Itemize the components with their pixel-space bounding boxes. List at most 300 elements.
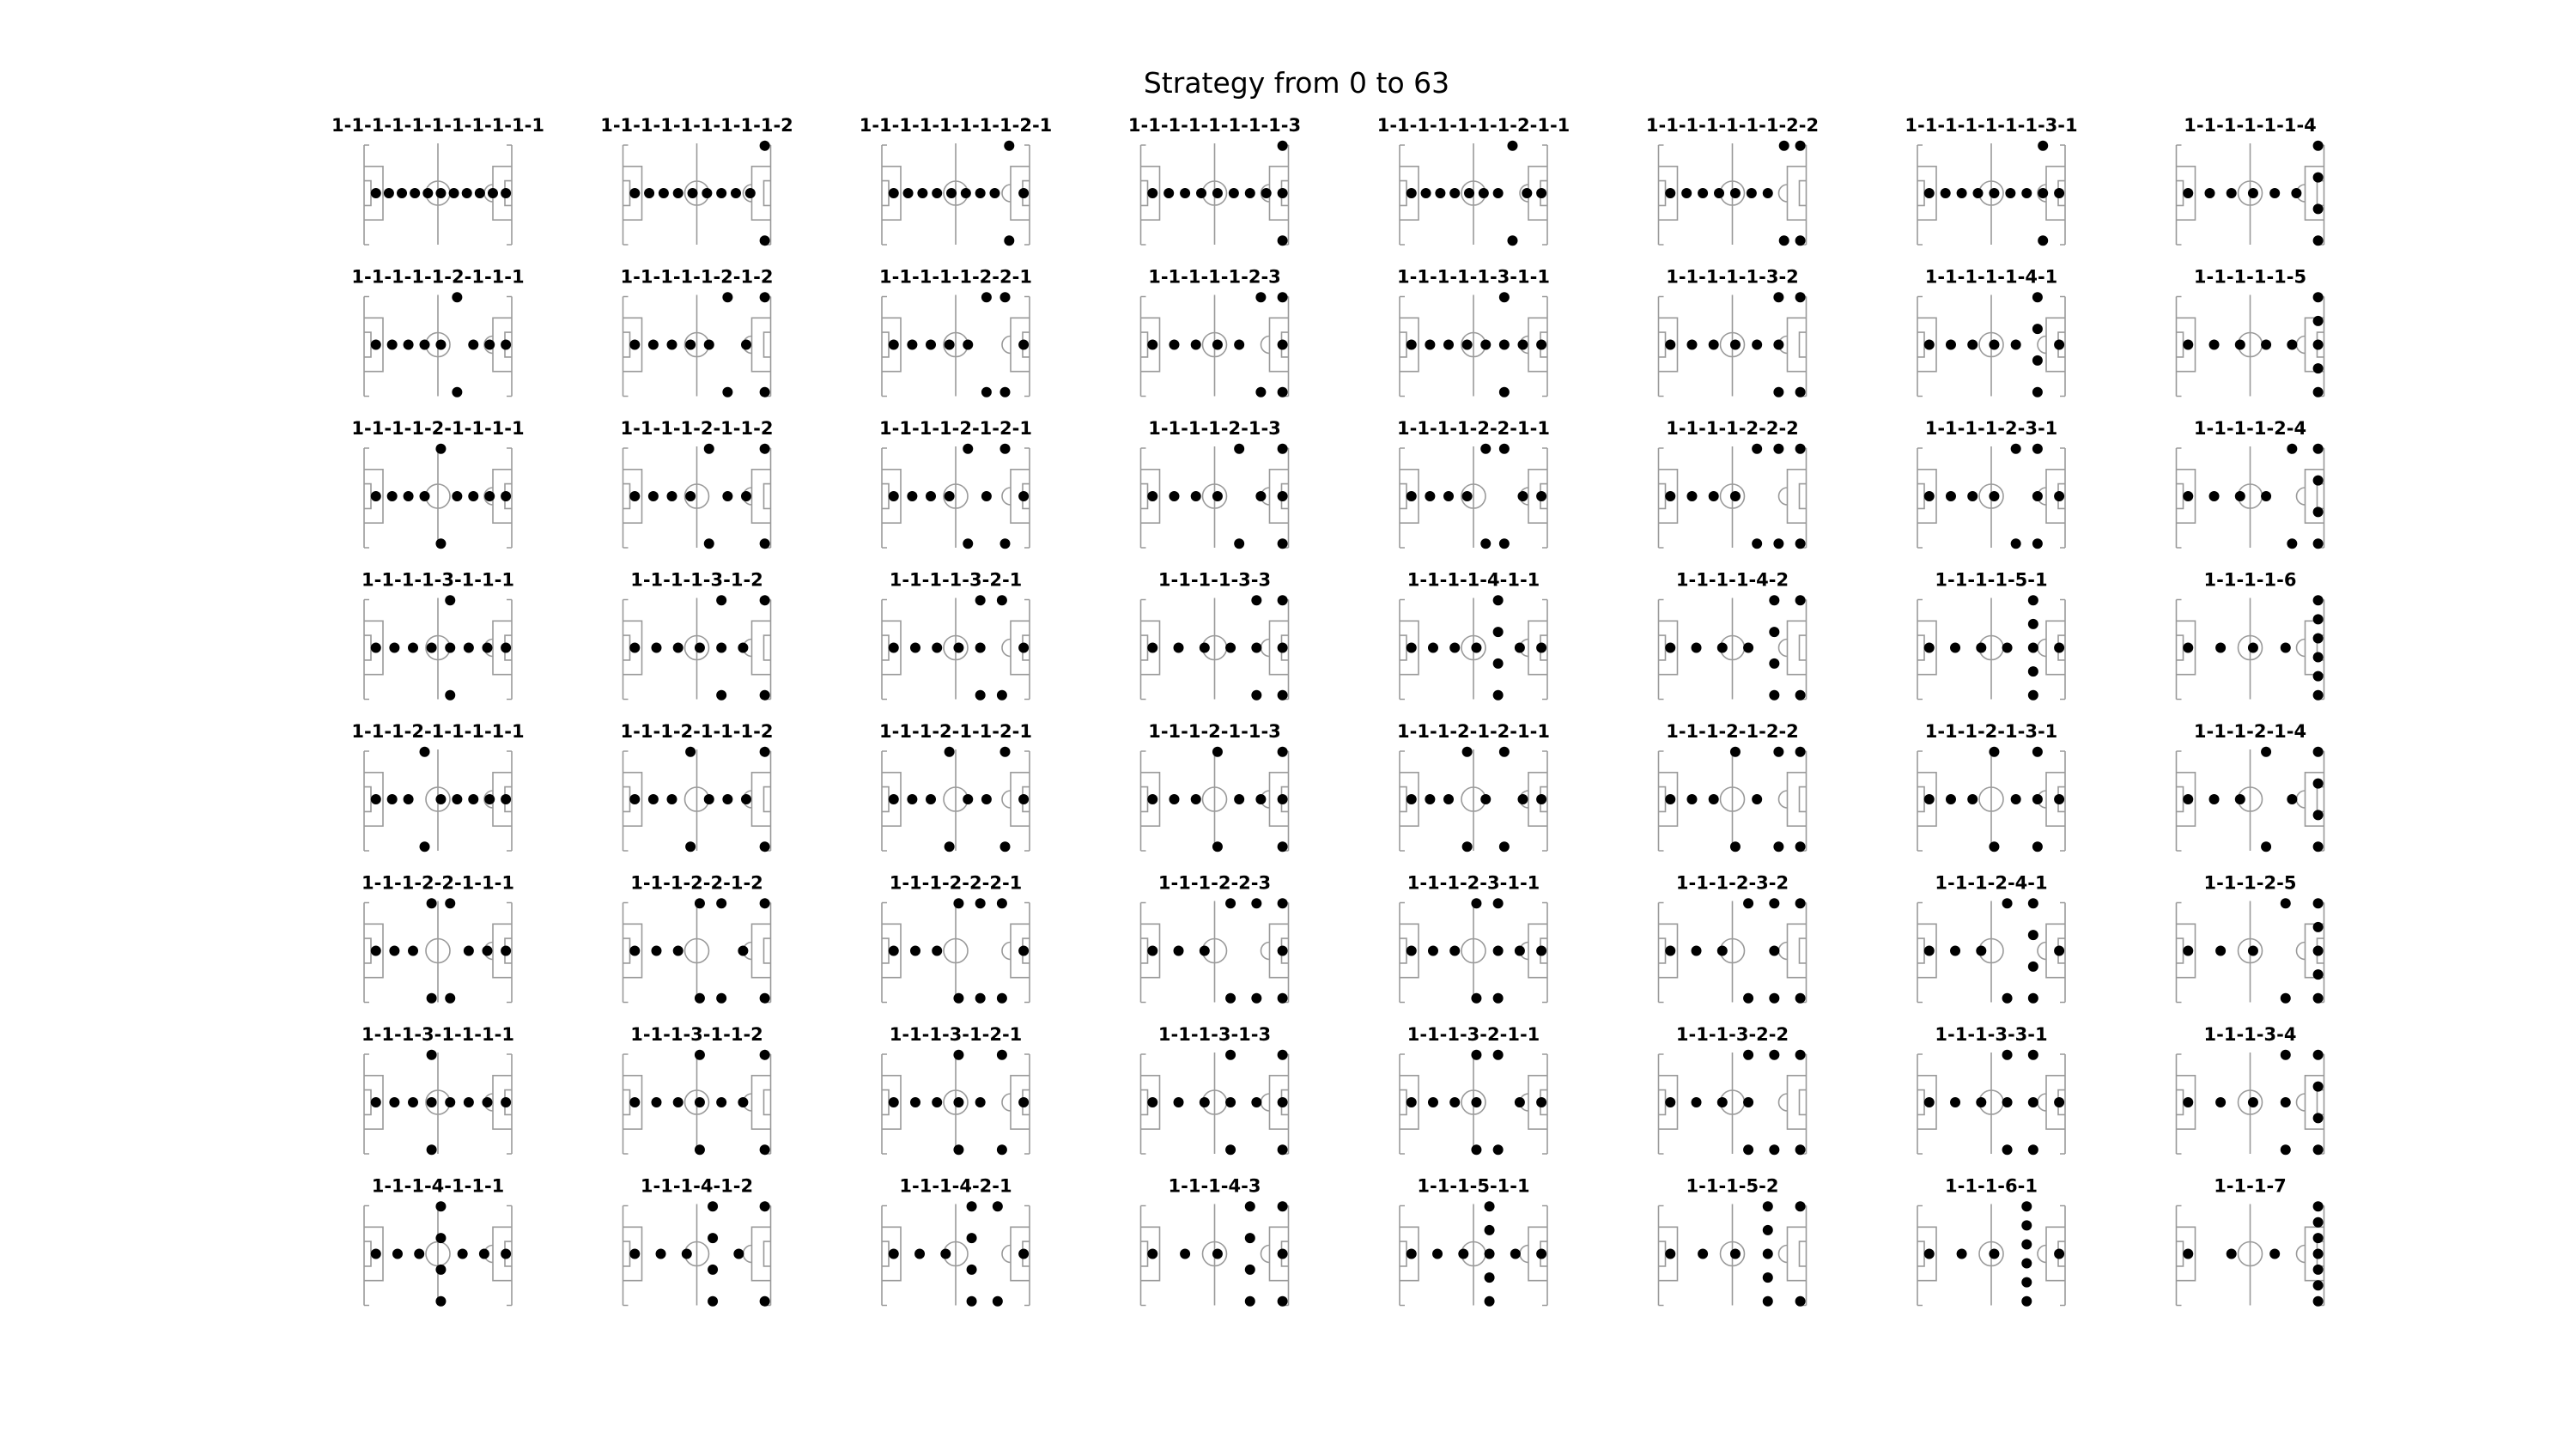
left-goal-box <box>1400 1241 1406 1266</box>
player-dot <box>1485 1272 1495 1283</box>
player-dot <box>464 1097 474 1107</box>
player-dot <box>445 595 455 605</box>
player-dot <box>1191 340 1201 350</box>
player-dot <box>408 643 418 653</box>
player-dot <box>1406 643 1417 653</box>
player-dot <box>2028 1097 2038 1107</box>
player-dot <box>1018 643 1029 653</box>
player-dot <box>1458 1249 1468 1259</box>
player-dot <box>1989 340 1999 350</box>
left-goal-box <box>1400 484 1406 509</box>
player-dot <box>963 794 973 804</box>
player-dot <box>464 643 474 653</box>
player-dot <box>2183 491 2193 501</box>
panel-title: 1-1-1-1-1-2-3 <box>1148 266 1281 288</box>
player-dot <box>1773 387 1783 397</box>
player-dot <box>2313 387 2324 397</box>
formation-panel <box>1917 570 2065 701</box>
player-dot <box>1428 643 1438 653</box>
player-dot <box>1147 340 1157 350</box>
player-dot <box>1493 993 1504 1004</box>
player-dot <box>2032 794 2043 804</box>
player-dot <box>2032 747 2043 757</box>
player-dot <box>1191 491 1201 501</box>
player-dot <box>1769 1050 1779 1060</box>
player-dot <box>1967 794 1978 804</box>
player-dot <box>629 794 640 804</box>
player-dot <box>1245 1201 1255 1211</box>
player-dot <box>1174 946 1184 956</box>
panel-title: 1-1-1-1-1-3-1-1 <box>1397 266 1550 288</box>
penalty-arc <box>1002 943 1011 960</box>
player-dot <box>946 188 957 198</box>
formation-panel <box>882 1024 1030 1155</box>
player-dot <box>1278 1249 1288 1259</box>
player-dot <box>1743 1097 1753 1107</box>
player-dot <box>2313 292 2324 302</box>
formation-panel <box>600 115 793 246</box>
panel-title: 1-1-1-3-3-1 <box>1935 1024 2048 1045</box>
player-dot <box>716 898 726 908</box>
player-dot <box>1018 340 1029 350</box>
player-dot <box>673 643 683 653</box>
player-dot <box>1499 387 1510 397</box>
player-dot <box>2028 898 2038 908</box>
player-dot <box>1493 1144 1504 1155</box>
player-dot <box>1174 1097 1184 1107</box>
player-dot <box>1976 643 1986 653</box>
right-goal-box <box>1800 484 1807 509</box>
player-dot <box>387 491 398 501</box>
player-dot <box>1480 794 1491 804</box>
left-goal-box <box>882 635 889 660</box>
player-dot <box>1147 1097 1157 1107</box>
player-dot <box>1950 1097 1960 1107</box>
penalty-arc <box>2297 1094 2306 1111</box>
player-dot <box>1743 643 1753 653</box>
player-dot <box>682 1249 692 1259</box>
panel-title: 1-1-1-4-1-1-1 <box>371 1175 505 1197</box>
right-goal-box <box>764 787 771 812</box>
player-dot <box>2054 491 2064 501</box>
player-dot <box>427 993 437 1004</box>
left-goal-box <box>882 938 889 963</box>
player-dot <box>2038 188 2048 198</box>
player-dot <box>2313 1201 2324 1211</box>
formation-panel <box>361 873 514 1004</box>
player-dot <box>2313 1280 2324 1290</box>
formation-panel <box>1659 418 1807 549</box>
player-dot <box>1795 235 1806 246</box>
player-dot <box>1536 491 1546 501</box>
player-dot <box>685 491 696 501</box>
panel-title: 1-1-1-1-1-1-1-1-2-1 <box>859 115 1053 136</box>
formation-panel <box>364 1176 512 1307</box>
panel-title: 1-1-1-6-1 <box>1945 1175 2038 1197</box>
player-dot <box>1449 1097 1460 1107</box>
formation-panel <box>1397 721 1550 852</box>
player-dot <box>435 1233 446 1243</box>
panel-title: 1-1-1-1-3-3 <box>1157 569 1272 591</box>
player-dot <box>1443 491 1454 501</box>
player-dot <box>1515 946 1525 956</box>
formation-panel <box>351 267 524 397</box>
player-dot <box>1278 794 1288 804</box>
formation-panel <box>621 267 774 397</box>
player-dot <box>1698 1249 1708 1259</box>
penalty-arc <box>1002 791 1011 808</box>
player-dot <box>2235 491 2245 501</box>
player-dot <box>1251 595 1261 605</box>
penalty-arc <box>1520 1246 1528 1263</box>
player-dot <box>452 491 462 501</box>
player-dot <box>2313 969 2324 980</box>
player-dot <box>1245 1296 1255 1307</box>
player-dot <box>468 491 478 501</box>
panel-title: 1-1-1-3-2-1-1 <box>1406 1024 1540 1045</box>
panel-title: 1-1-1-5-1-1 <box>1417 1175 1530 1197</box>
player-dot <box>2313 1265 2324 1275</box>
formation-panel <box>331 115 544 245</box>
player-dot <box>2313 1082 2324 1092</box>
left-goal-box <box>2177 938 2184 963</box>
player-dot <box>722 292 732 302</box>
player-dot <box>2054 188 2064 198</box>
penalty-arc <box>1779 943 1788 960</box>
player-dot <box>484 491 495 501</box>
player-dot <box>2032 538 2043 549</box>
player-dot <box>2021 1277 2032 1288</box>
player-dot <box>963 340 973 350</box>
player-dot <box>2054 1097 2064 1107</box>
panel-title: 1-1-1-2-3-1-1 <box>1406 872 1540 894</box>
player-dot <box>435 1296 446 1307</box>
player-dot <box>1485 1225 1495 1235</box>
player-dot <box>1479 188 1489 198</box>
player-dot <box>716 188 726 198</box>
player-dot <box>475 188 485 198</box>
player-dot <box>427 898 437 908</box>
formation-panel <box>1917 267 2065 397</box>
panel-grid <box>331 115 2324 1307</box>
player-dot <box>2313 841 2324 852</box>
left-goal-box <box>882 484 889 509</box>
left-goal-box <box>1141 332 1148 357</box>
player-dot <box>1169 340 1179 350</box>
penalty-arc <box>744 1246 752 1263</box>
right-goal-box <box>1800 181 1807 206</box>
player-dot <box>738 643 748 653</box>
left-goal-box <box>1659 332 1666 357</box>
player-dot <box>1464 188 1474 198</box>
player-dot <box>1278 1050 1288 1060</box>
player-dot <box>953 1144 963 1155</box>
player-dot <box>708 1233 718 1243</box>
player-dot <box>1225 1050 1236 1060</box>
player-dot <box>1425 340 1435 350</box>
player-dot <box>1278 595 1288 605</box>
player-dot <box>967 1265 977 1275</box>
player-dot <box>1229 188 1239 198</box>
player-dot <box>1493 946 1504 956</box>
player-dot <box>1924 946 1935 956</box>
player-dot <box>629 340 640 350</box>
player-dot <box>1432 1249 1443 1259</box>
player-dot <box>760 747 770 757</box>
player-dot <box>1018 946 1029 956</box>
player-dot <box>1471 1097 1481 1107</box>
player-dot <box>2021 1296 2032 1307</box>
formation-panel <box>2177 570 2324 701</box>
player-dot <box>1795 1050 1806 1060</box>
panel-title: 1-1-1-4-1-2 <box>640 1175 754 1197</box>
player-dot <box>1924 340 1935 350</box>
player-dot <box>731 188 741 198</box>
player-dot <box>458 1249 468 1259</box>
penalty-arc <box>1002 488 1011 505</box>
left-goal-box <box>882 332 889 357</box>
formation-panel <box>623 570 771 701</box>
player-dot <box>1665 188 1675 198</box>
panel-title: 1-1-1-2-3-2 <box>1675 872 1789 894</box>
player-dot <box>1769 595 1779 605</box>
player-dot <box>2281 898 2291 908</box>
player-dot <box>2287 538 2297 549</box>
player-dot <box>1018 188 1029 198</box>
player-dot <box>760 841 770 852</box>
player-dot <box>482 643 492 653</box>
panel-title: 1-1-1-2-2-1-1-1 <box>361 872 514 894</box>
right-penalty-box <box>1788 621 1807 674</box>
right-goal-box <box>764 1241 771 1266</box>
left-goal-box <box>1141 938 1148 963</box>
player-dot <box>889 491 899 501</box>
player-dot <box>1251 643 1261 653</box>
player-dot <box>1278 444 1288 454</box>
player-dot <box>2032 324 2043 334</box>
formation-panel <box>1141 418 1289 549</box>
player-dot <box>648 340 659 350</box>
player-dot <box>1989 491 1999 501</box>
panel-title: 1-1-1-1-4-2 <box>1675 569 1789 591</box>
player-dot <box>917 188 927 198</box>
player-dot <box>1251 690 1261 701</box>
player-dot <box>420 340 430 350</box>
formation-panel <box>1659 1176 1807 1307</box>
player-dot <box>2028 643 2038 653</box>
player-dot <box>1225 1097 1236 1107</box>
player-dot <box>1255 387 1266 397</box>
player-dot <box>2028 619 2038 629</box>
player-dot <box>389 1097 399 1107</box>
player-dot <box>2209 491 2220 501</box>
player-dot <box>435 1265 446 1275</box>
player-dot <box>1665 643 1675 653</box>
player-dot <box>1795 141 1806 151</box>
player-dot <box>708 1201 718 1211</box>
player-dot <box>1795 690 1806 701</box>
player-dot <box>410 188 420 198</box>
left-goal-box <box>882 181 889 206</box>
player-dot <box>1536 1097 1546 1107</box>
player-dot <box>387 794 398 804</box>
player-dot <box>2313 1113 2324 1123</box>
player-dot <box>685 747 696 757</box>
player-dot <box>1795 1296 1806 1307</box>
player-dot <box>2235 794 2245 804</box>
player-dot <box>1169 491 1179 501</box>
player-dot <box>501 1097 511 1107</box>
panel-title: 1-1-1-1-6 <box>2203 569 2297 591</box>
player-dot <box>1973 188 1984 198</box>
player-dot <box>708 1296 718 1307</box>
player-dot <box>2054 946 2064 956</box>
player-dot <box>1730 491 1741 501</box>
player-dot <box>1522 188 1532 198</box>
right-goal-box <box>764 484 771 509</box>
player-dot <box>2313 747 2324 757</box>
player-dot <box>2183 188 2193 198</box>
panel-title: 1-1-1-1-1-1-4 <box>2184 115 2317 136</box>
player-dot <box>629 491 640 501</box>
player-dot <box>1018 1249 1029 1259</box>
player-dot <box>1795 1201 1806 1211</box>
player-dot <box>648 491 659 501</box>
player-dot <box>981 491 992 501</box>
panel-title: 1-1-1-2-1-1-1-2 <box>620 721 774 742</box>
player-dot <box>1730 340 1741 350</box>
player-dot <box>2183 340 2193 350</box>
left-goal-box <box>1917 787 1924 812</box>
player-dot <box>371 1249 381 1259</box>
player-dot <box>656 1249 666 1259</box>
player-dot <box>695 898 705 908</box>
player-dot <box>1278 141 1288 151</box>
player-dot <box>953 1097 963 1107</box>
player-dot <box>2313 1296 2324 1307</box>
player-dot <box>2028 962 2038 972</box>
penalty-arc <box>1779 791 1788 808</box>
right-goal-box <box>764 332 771 357</box>
player-dot <box>1967 340 1978 350</box>
formation-panel <box>623 873 771 1004</box>
formation-panel <box>351 418 524 549</box>
player-dot <box>435 188 446 198</box>
player-dot <box>1278 1201 1288 1211</box>
player-dot <box>2313 1249 2324 1259</box>
player-dot <box>2215 1097 2226 1107</box>
player-dot <box>1795 898 1806 908</box>
player-dot <box>501 188 511 198</box>
formation-panel <box>1141 873 1289 1004</box>
player-dot <box>2261 747 2271 757</box>
left-goal-box <box>364 484 371 509</box>
player-dot <box>1743 993 1753 1004</box>
right-penalty-box <box>752 1076 771 1129</box>
player-dot <box>1773 444 1783 454</box>
player-dot <box>997 690 1007 701</box>
player-dot <box>501 1249 511 1259</box>
player-dot <box>1515 1097 1525 1107</box>
right-penalty-box <box>752 470 771 523</box>
player-dot <box>2005 188 2015 198</box>
player-dot <box>1536 188 1546 198</box>
player-dot <box>1941 188 1951 198</box>
player-dot <box>1018 1097 1029 1107</box>
player-dot <box>708 1265 718 1275</box>
player-dot <box>435 340 446 350</box>
player-dot <box>1536 643 1546 653</box>
player-dot <box>963 444 973 454</box>
player-dot <box>685 340 696 350</box>
player-dot <box>926 794 936 804</box>
player-dot <box>1147 946 1157 956</box>
player-dot <box>2227 1249 2237 1259</box>
panel-title: 1-1-1-2-1-4 <box>2193 721 2307 742</box>
right-penalty-box <box>752 924 771 977</box>
player-dot <box>1425 794 1435 804</box>
left-goal-box <box>1141 181 1148 206</box>
player-dot <box>2032 444 2043 454</box>
player-dot <box>2313 507 2324 517</box>
penalty-arc <box>1779 488 1788 505</box>
player-dot <box>2011 538 2021 549</box>
player-dot <box>1709 340 1719 350</box>
player-dot <box>501 946 511 956</box>
formation-panel <box>879 267 1032 397</box>
formation-panel <box>1917 721 2065 852</box>
player-dot <box>1499 444 1510 454</box>
player-dot <box>945 340 955 350</box>
panel-title: 1-1-1-1-1-1-1-3-1 <box>1905 115 2078 136</box>
player-dot <box>445 643 455 653</box>
player-dot <box>1018 794 1029 804</box>
formation-panel <box>1400 1024 1547 1155</box>
player-dot <box>1517 794 1528 804</box>
player-dot <box>889 946 899 956</box>
player-dot <box>1924 188 1935 198</box>
player-dot <box>695 1097 705 1107</box>
player-dot <box>975 188 986 198</box>
player-dot <box>695 1144 705 1155</box>
player-dot <box>2281 1050 2291 1060</box>
player-dot <box>993 1201 1003 1211</box>
player-dot <box>452 292 462 302</box>
panel-title: 1-1-1-1-1-3-2 <box>1666 266 1799 288</box>
player-dot <box>2021 1239 2032 1249</box>
player-dot <box>1769 627 1779 637</box>
player-dot <box>1763 1296 1773 1307</box>
player-dot <box>926 491 936 501</box>
player-dot <box>716 690 726 701</box>
right-penalty-box <box>2306 621 2324 674</box>
player-dot <box>889 340 899 350</box>
player-dot <box>2032 841 2043 852</box>
player-dot <box>760 1050 770 1060</box>
player-dot <box>1769 993 1779 1004</box>
player-dot <box>2313 1217 2324 1228</box>
player-dot <box>945 841 955 852</box>
player-dot <box>1536 340 1546 350</box>
player-dot <box>738 946 748 956</box>
left-goal-box <box>1659 938 1666 963</box>
player-dot <box>716 993 726 1004</box>
player-dot <box>1406 340 1417 350</box>
player-dot <box>1493 690 1504 701</box>
player-dot <box>2183 1097 2193 1107</box>
player-dot <box>1278 643 1288 653</box>
player-dot <box>479 1249 489 1259</box>
